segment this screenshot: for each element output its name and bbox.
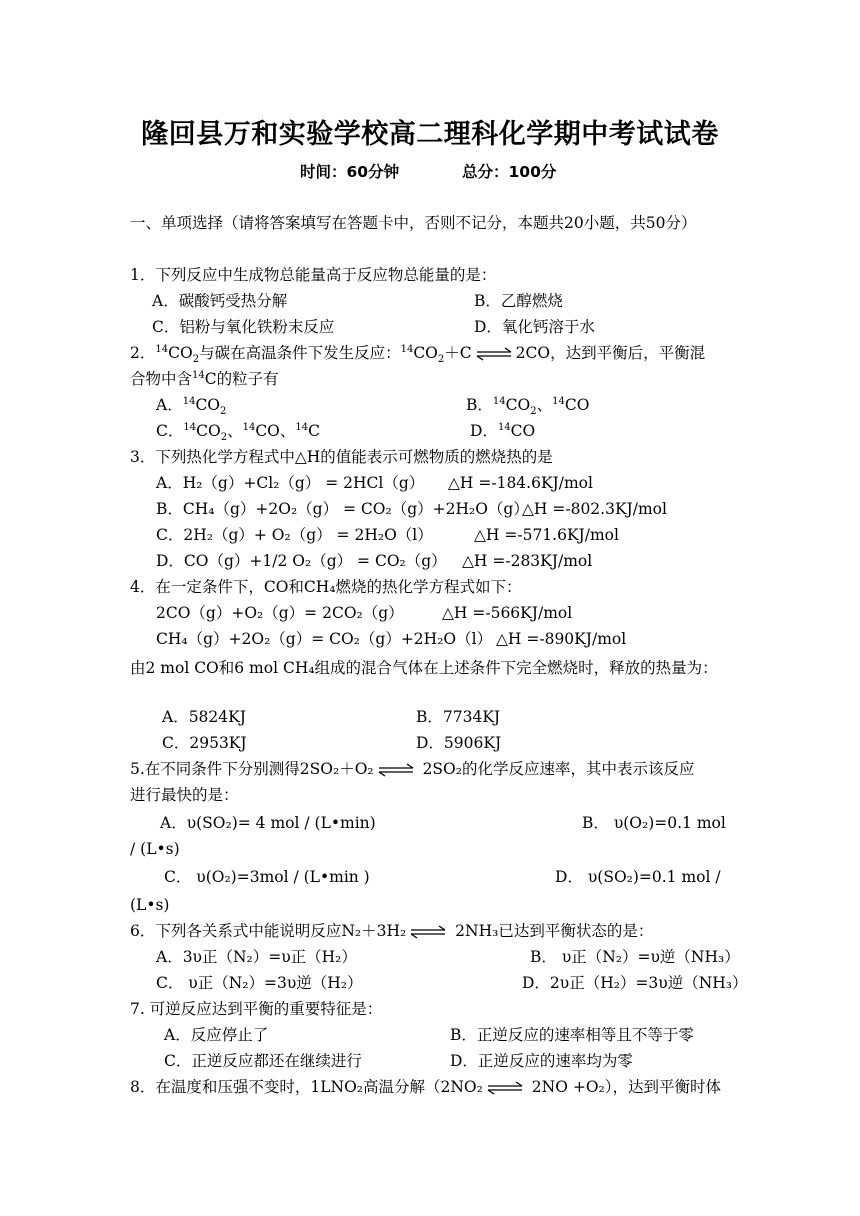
q7-option-a: A．反应停止了	[164, 1026, 269, 1044]
section-heading: 一、单项选择（请将答案填写在答题卡中，否则不记分，本题共20小题，共50分）	[130, 214, 697, 232]
q3-option-d: D．CO（g）+1/2 O₂（g） = CO₂（g）	[156, 552, 447, 570]
q3-option-c: C．2H₂（g）+ O₂（g） = 2H₂O（l）	[156, 526, 433, 544]
exam-total-score: 总分：100分	[462, 163, 557, 181]
q7-option-b: B．正逆反应的速率相等且不等于零	[450, 1026, 694, 1044]
question-1-stem: 1．下列反应中生成物总能量高于反应物总能量的是：	[130, 266, 497, 284]
q4-option-d: D．5906KJ	[416, 734, 502, 752]
q4-option-a: A．5824KJ	[162, 708, 246, 726]
q1-option-d: D．氧化钙溶于水	[474, 318, 595, 336]
q6-option-a: A．3υ正（N₂）=υ正（H₂）	[156, 948, 357, 966]
q7-option-c: C．正逆反应都还在继续进行	[164, 1052, 362, 1070]
q2-option-a: A．$^{14}CO_2$	[156, 395, 227, 418]
equilibrium-arrow-icon	[474, 347, 514, 361]
question-5-stem: 5.在不同条件下分别测得2SO₂＋O₂ 2SO₂的化学反应速率，其中表示该反应	[130, 760, 695, 778]
q3-option-d-dh: △H =-283KJ/mol	[462, 552, 593, 570]
q3-option-a-dh: △H =-184.6KJ/mol	[448, 474, 593, 492]
q2-option-b: B．$^{14}CO_2$、$^{14}$CO	[466, 395, 590, 418]
question-7-stem: 7. 可逆反应达到平衡的重要特征是：	[130, 1000, 383, 1018]
q5-option-c: C． υ(O₂)=3mol / (L•min )	[164, 868, 370, 886]
equilibrium-arrow-icon	[485, 1081, 525, 1095]
q6-option-c: C． υ正（N₂）=3υ逆（H₂）	[156, 974, 363, 992]
exam-time: 时间：60分钟	[300, 163, 400, 181]
q5-option-d-cont: (L•s)	[130, 896, 170, 914]
q7-option-d: D．正逆反应的速率均为零	[450, 1052, 633, 1070]
equilibrium-arrow-icon	[376, 763, 416, 777]
q4-equation-2-dh: △H =-890KJ/mol	[496, 630, 627, 648]
q4-equation-2: CH₄（g）+2O₂（g）= CO₂（g）+2H₂O（l）	[156, 630, 493, 648]
q1-option-c: C．铝粉与氧化铁粉末反应	[152, 318, 335, 336]
q4-equation-1: 2CO（g）+O₂（g）= 2CO₂（g）	[156, 604, 404, 622]
equilibrium-arrow-icon	[408, 925, 448, 939]
q1-option-b: B．乙醇燃烧	[474, 292, 563, 310]
question-5-stem-cont: 进行最快的是：	[130, 786, 239, 804]
q5-option-d: D． υ(SO₂)=0.1 mol /	[555, 868, 721, 886]
q6-option-d: D．2υ正（H₂）=3υ逆（NH₃）	[522, 974, 748, 992]
q4-option-b: B．7734KJ	[416, 708, 501, 726]
q3-option-b: B．CH₄（g）+2O₂（g） = CO₂（g）+2H₂O（g）	[156, 500, 529, 518]
q5-option-a: A．υ(SO₂)= 4 mol / (L•min)	[160, 814, 376, 832]
question-3-stem: 3．下列热化学方程式中△H的值能表示可燃物质的燃烧热的是	[130, 448, 553, 466]
q3-option-c-dh: △H =-571.6KJ/mol	[474, 526, 619, 544]
question-6-stem: 6．下列各关系式中能说明反应N₂＋3H₂ 2NH₃已达到平衡状态的是：	[130, 922, 654, 940]
q1-option-a: A．碳酸钙受热分解	[152, 292, 288, 310]
q3-option-b-dh: △H =-802.3KJ/mol	[522, 500, 667, 518]
question-4-stem: 4．在一定条件下，CO和CH₄燃烧的热化学方程式如下：	[130, 578, 522, 596]
q4-option-c: C．2953KJ	[162, 734, 247, 752]
question-2-stem-cont: 合物中含$^{14}$C的粒子有	[130, 369, 279, 388]
q2-option-d: D．$^{14}$CO	[470, 421, 536, 440]
q2-option-c: C．$^{14}CO_2$、$^{14}$CO、$^{14}$C	[156, 421, 320, 444]
question-8-stem: 8．在温度和压强不变时，1LNO₂高温分解（2NO₂ 2NO +O₂），达到平衡时体	[130, 1078, 722, 1096]
question-2-stem: 2．$^{14}CO_2$与碳在高温条件下发生反应：$^{14}CO_2+C$ 2CO，达到平衡后，平衡混	[130, 343, 706, 366]
q3-option-a: A．H₂（g）+Cl₂（g） = 2HCl（g）	[156, 474, 425, 492]
page-title: 隆回县万和实验学校高二理科化学期中考试试卷	[141, 119, 719, 150]
q4-question-text: 由2 mol CO和6 mol CH₄组成的混合气体在上述条件下完全燃烧时，释放的热量为：	[130, 659, 718, 677]
q5-option-b: B． υ(O₂)=0.1 mol	[582, 814, 726, 832]
q4-equation-1-dh: △H =-566KJ/mol	[442, 604, 573, 622]
q6-option-b: B． υ正（N₂）=υ逆（NH₃）	[530, 948, 740, 966]
q5-option-b-cont: / (L•s)	[130, 840, 180, 858]
